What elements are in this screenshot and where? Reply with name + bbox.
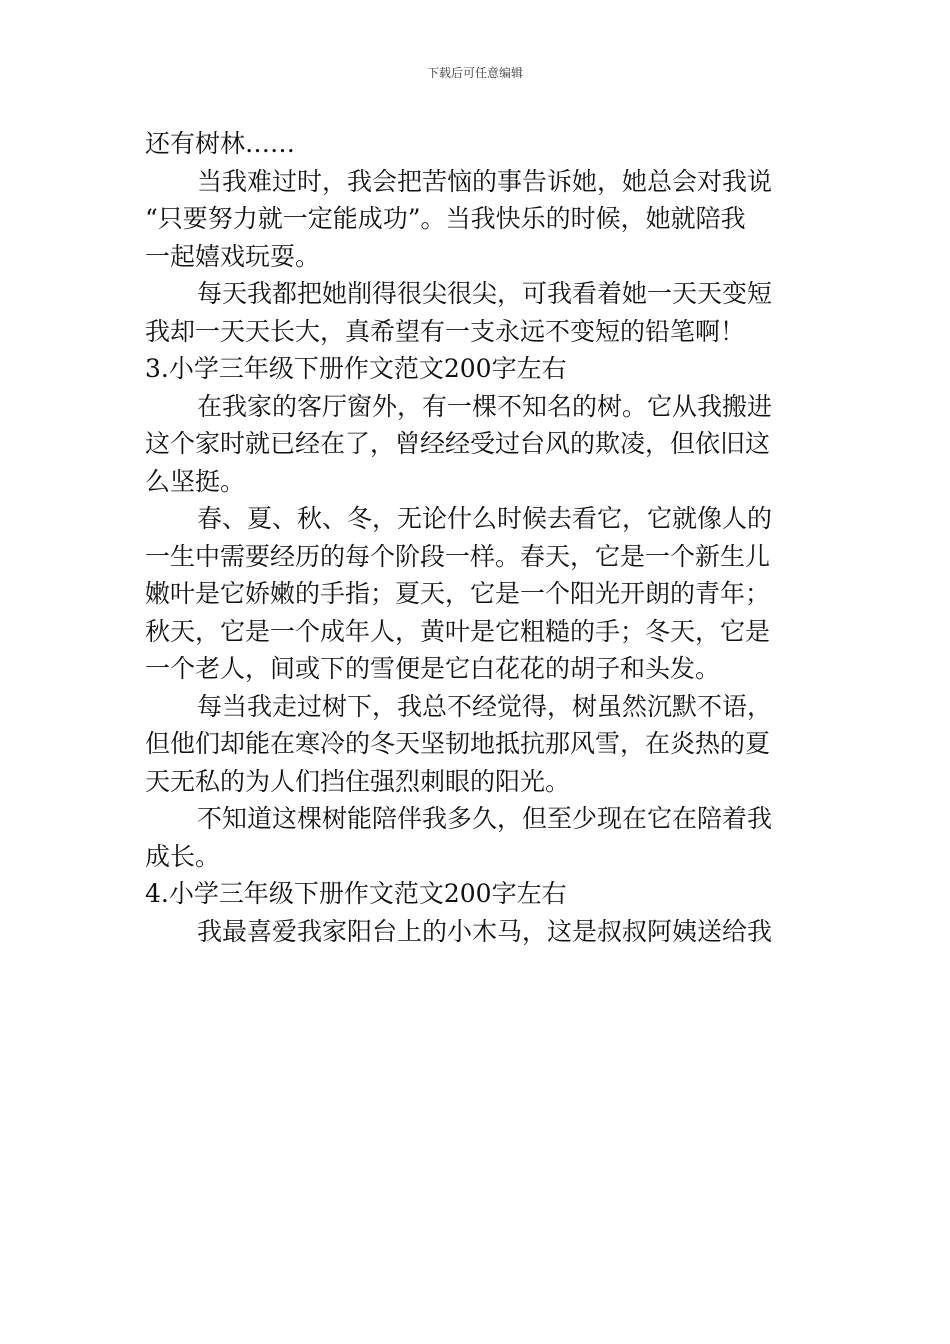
- text-line: 我却一天天长大，真希望有一支永远不变短的铅笔啊！: [145, 316, 746, 346]
- text-line: 当我难过时，我会把苦恼的事告诉她，她总会对我说: [197, 166, 773, 196]
- text-line: 这个家时就已经在了，曾经经受过台风的欺凌，但依旧这: [145, 429, 771, 458]
- section-heading: 4.小学三年级下册作文范文200字左右: [145, 879, 567, 908]
- text-line: 一生中需要经历的每个阶段一样。春天，它是一个新生儿: [145, 541, 771, 571]
- text-line: 不知道这棵树能陪伴我多久，但至少现在它在陪着我: [197, 804, 773, 833]
- text-line: 但他们却能在寒冷的冬天坚韧地抵抗那风雪，在炎热的夏: [145, 729, 771, 758]
- text-line: 一起嬉戏玩耍。: [145, 241, 321, 271]
- page-header: 下载后可任意编辑: [426, 66, 523, 80]
- text-line: 嫩叶是它娇嫩的手指；夏天，它是一个阳光开朗的青年；: [145, 579, 771, 608]
- text-line: 还有树林……: [145, 129, 296, 158]
- text-line: 春、夏、秋、冬，无论什么时候去看它，它就像人的: [197, 504, 773, 533]
- text-line: 每天我都把她削得很尖很尖，可我看着她一天天变短: [197, 279, 773, 308]
- text-line: 一个老人，间或下的雪便是它白花花的胡子和头发。: [145, 654, 721, 683]
- text-line: 成长。: [145, 841, 221, 871]
- text-line: 在我家的客厅窗外，有一棵不知名的树。它从我搬进: [197, 391, 773, 421]
- document-body: [145, 125, 810, 950]
- text-line: 么坚挺。: [145, 466, 246, 496]
- text-line: 天无私的为人们挡住强烈刺眼的阳光。: [145, 766, 571, 796]
- section-heading: 3.小学三年级下册作文范文200字左右: [145, 354, 567, 383]
- text-line: “只要努力就一定能成功”。当我快乐的时候，她就陪我: [145, 204, 746, 233]
- text-line: 我最喜爱我家阳台上的小木马，这是叔叔阿姨送给我: [197, 916, 773, 946]
- text-line: 每当我走过树下，我总不经觉得，树虽然沉默不语，: [197, 691, 773, 721]
- text-line: 秋天，它是一个成年人，黄叶是它粗糙的手；冬天，它是: [145, 616, 771, 646]
